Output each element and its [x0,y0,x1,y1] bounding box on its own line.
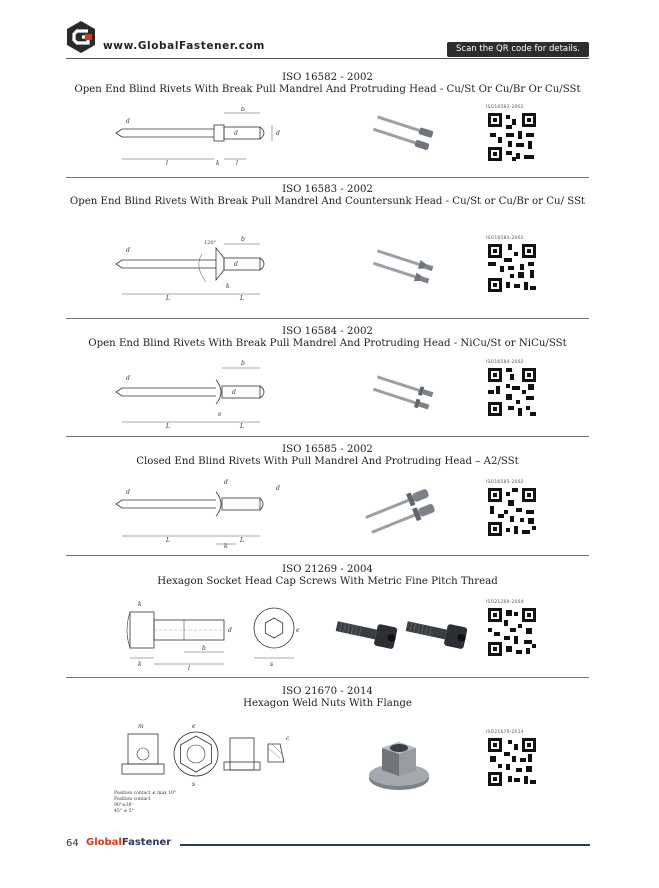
dim-l1: l [166,160,168,167]
section-divider [66,555,589,556]
section-standard: ISO 21670 - 2014 [282,686,373,697]
weld-nut-product-photo [364,730,434,796]
product-section-1 [66,72,589,176]
footer-brand [86,837,171,848]
dim-l: L [240,537,244,544]
dim-b: b [241,236,245,243]
qr-code[interactable] [486,600,538,662]
qr-code[interactable] [486,730,538,792]
section-title: Open End Blind Rivets With Break Pull Mandrel And Countersunk Head - Cu/St or Cu/Br or Cu/ SSt [69,196,586,207]
dim-e: e [192,723,196,730]
qr-code[interactable] [486,105,538,167]
dim-k: k [216,160,220,167]
section-divider [66,318,589,319]
qr-scan-badge: Scan the QR code for details. [447,42,589,57]
dim-d2: d [276,485,280,492]
page-number: 64 [66,838,79,849]
dim-k-top: k [138,601,142,608]
qr-code-icon [486,242,538,294]
qr-code-icon [486,366,538,418]
global-fastener-logo-icon [66,20,96,54]
weld-nut-technical-drawing [108,714,318,824]
section-divider [66,677,589,678]
qr-label: ISO16585-2002 [486,480,524,485]
site-url[interactable]: www.GlobalFastener.com [103,40,265,52]
section-standard: ISO 16582 - 2002 [282,72,373,83]
rivet-product-photo [368,372,438,412]
drawing-note: Position contact [114,797,151,802]
dim-d2: d [276,130,280,137]
section-title: Closed End Blind Rivets With Pull Mandrel And Protruding Head – A2/SSt [136,456,519,467]
drawing-note: Position contact ≤ max 10° [114,791,177,796]
qr-code[interactable] [486,360,538,422]
product-section-6 [66,686,589,816]
dim-dk: d [234,261,238,268]
section-title: Open End Blind Rivets With Break Pull Mandrel And Protruding Head - NiCu/St or NiCu/SSt [88,338,567,349]
footer-brand-fastener: Fastener [121,837,172,848]
dim-d1: d [126,118,130,125]
section-divider [66,436,589,437]
product-section-5 [66,564,589,674]
dim-l: L [240,295,244,302]
dim-d1: d [126,247,130,254]
dim-b: b [241,360,245,367]
qr-code-icon [486,486,538,538]
qr-code[interactable] [486,480,538,542]
dim-e: e [296,627,300,634]
qr-code-icon [486,736,538,788]
dim-l: L [240,423,244,430]
product-section-4 [66,444,589,552]
dim-l1: L [166,295,170,302]
qr-label: ISO16583-2002 [486,236,524,241]
section-divider [66,177,589,178]
rivet-product-photo [362,488,442,534]
qr-code[interactable] [486,236,538,298]
qr-label: ISO16582-2002 [486,105,524,110]
rivet-technical-drawing [106,230,306,302]
qr-code-icon [486,111,538,163]
rivet-technical-drawing [106,107,306,167]
section-title: Hexagon Weld Nuts With Flange [243,698,412,709]
rivet-product-photo [368,112,438,152]
dim-k: k [226,283,230,290]
product-section-2 [66,184,589,316]
dim-d1: d [126,375,130,382]
drawing-note: 45° ± 5° [114,809,134,814]
drawing-note: 90°±30' [114,803,133,808]
section-standard: ISO 21269 - 2004 [282,564,373,575]
dim-dk: d [224,479,228,486]
rivet-technical-drawing [106,358,306,430]
dim-d1: d [126,489,130,496]
dim-dk: d [234,130,238,137]
dim-k: e [218,411,222,418]
dim-dk: d [232,389,236,396]
qr-label: ISO21269-2004 [486,600,524,605]
page-header [0,0,659,60]
header-divider [66,58,589,59]
dim-k: k [224,543,228,548]
qr-label: ISO21670-2014 [486,730,524,735]
dim-c: c [286,735,290,742]
screw-product-photo [334,608,474,658]
qr-label: ISO16584-2002 [486,360,524,365]
dim-m: m [138,723,144,730]
dim-l1: L [166,537,170,544]
section-standard: ISO 16583 - 2002 [282,184,373,195]
dim-l: l [188,665,190,670]
dim-s: s [270,661,274,668]
dim-s: s [192,781,196,788]
rivet-technical-drawing [106,476,306,548]
section-title: Open End Blind Rivets With Break Pull Mandrel And Protruding Head - Cu/St Or Cu/Br Or Cu/SSt [74,84,581,95]
dim-angle: 120° [204,240,217,246]
section-standard: ISO 16585 - 2002 [282,444,373,455]
qr-code-icon [486,606,538,658]
rivet-product-photo [368,246,438,286]
dim-l1: L [166,423,170,430]
footer-divider [180,844,590,846]
dim-k: k [138,661,142,668]
dim-d: d [228,627,232,634]
section-title: Hexagon Socket Head Cap Screws With Metric Fine Pitch Thread [157,576,498,587]
dim-b: b [202,645,206,652]
footer-brand-global: Global [86,837,122,848]
product-section-3 [66,326,589,434]
dim-l: l [236,160,238,167]
screw-technical-drawing [110,594,310,670]
dim-b: b [241,107,245,113]
section-standard: ISO 16584 - 2002 [282,326,373,337]
